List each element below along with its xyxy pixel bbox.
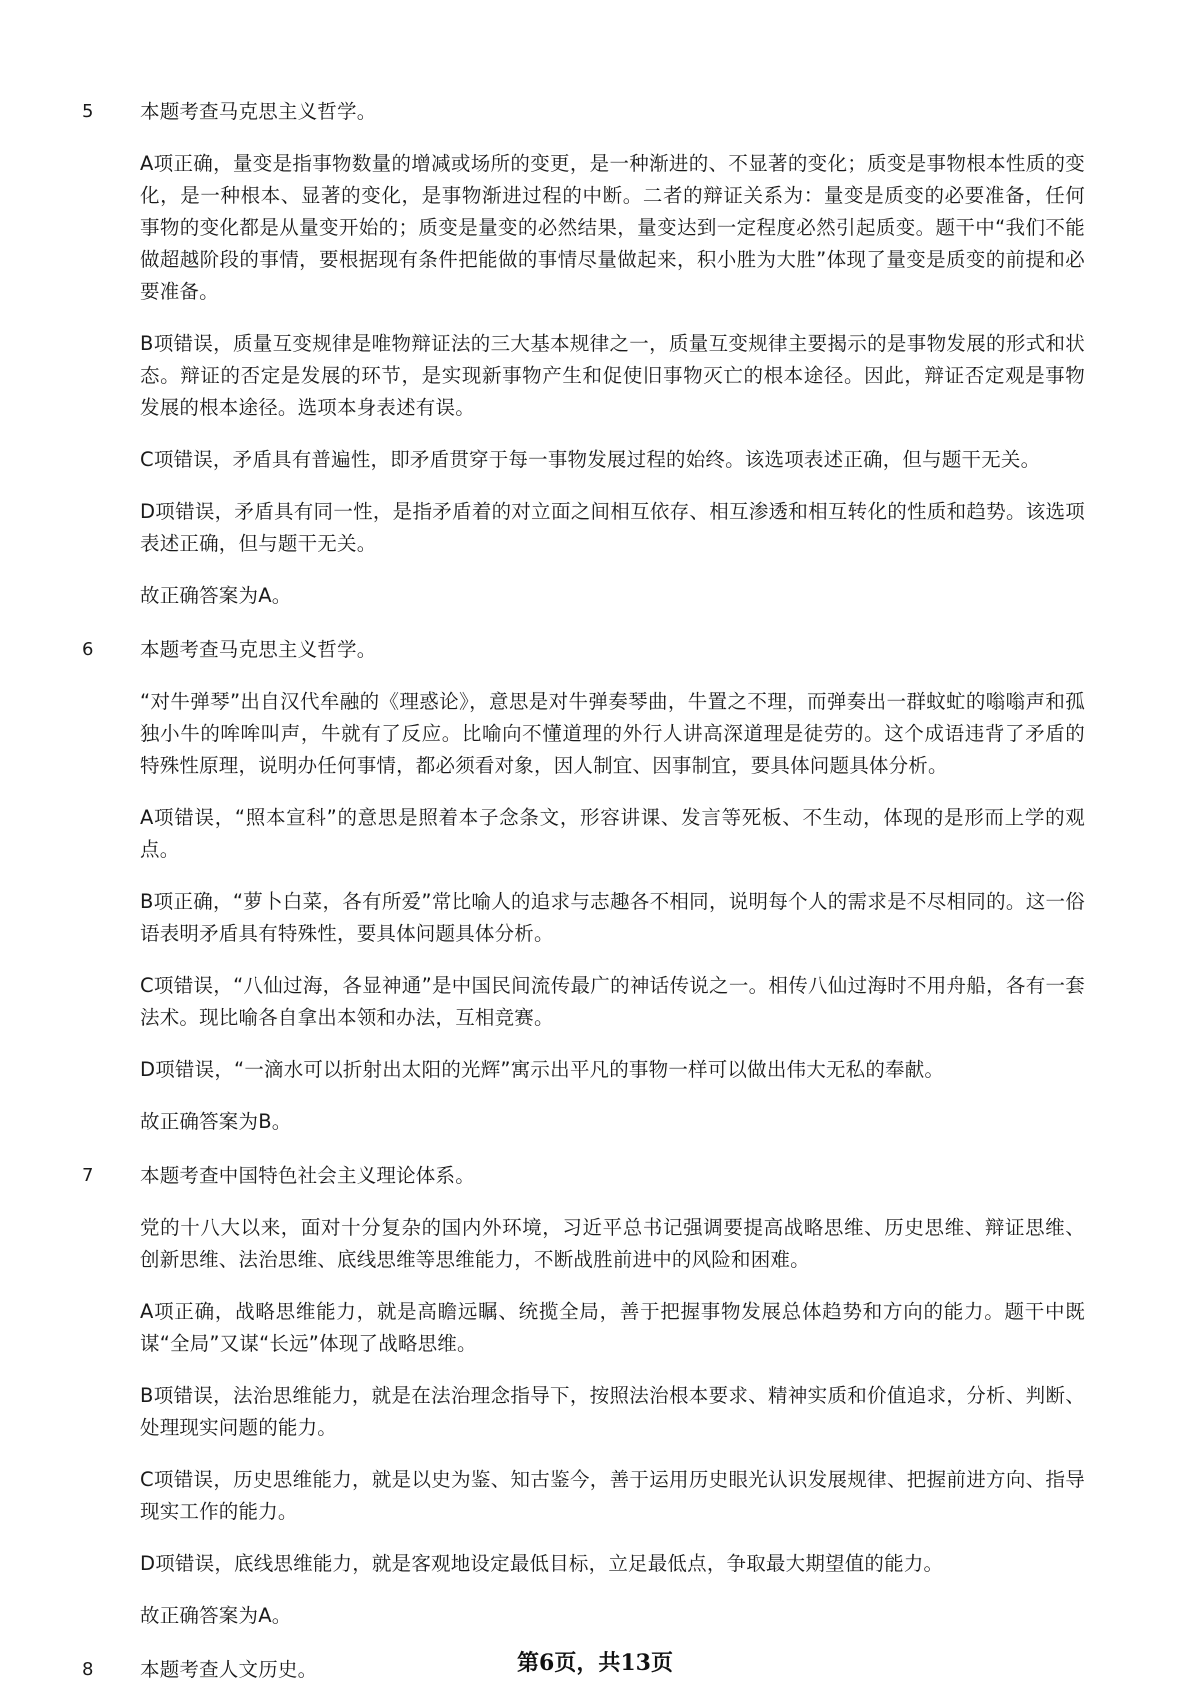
question-topic: 本题考查马克思主义哲学。	[140, 638, 377, 661]
question-number: 6	[82, 639, 94, 660]
question-topic: 本题考查马克思主义哲学。	[140, 100, 377, 123]
question-5	[0, 96, 1190, 612]
question-number: 5	[82, 101, 94, 122]
answer-line: 故正确答案为A。	[140, 1604, 292, 1627]
explanation-paragraph: A项错误，“照本宣科”的意思是照着本子念条文，形容讲课、发言等死板、不生动，体现的是形而上学的观点。	[140, 806, 1085, 861]
question-6	[0, 634, 1190, 1138]
explanation-paragraph: C项错误，“八仙过海，各显神通”是中国民间流传最广的神话传说之一。相传八仙过海时不用舟船，各有一套法术。现比喻各自拿出本领和办法，互相竞赛。	[140, 974, 1085, 1029]
explanation-paragraph: C项错误，历史思维能力，就是以史为鉴、知古鉴今，善于运用历史眼光认识发展规律、把握前进方向、指导现实工作的能力。	[140, 1468, 1085, 1523]
explanation-paragraph: “对牛弹琴”出自汉代牟融的《理惑论》，意思是对牛弹奏琴曲，牛置之不理，而弹奏出一群蚊虻的嗡嗡声和孤独小牛的哞哞叫声，牛就有了反应。比喻向不懂道理的外行人讲高深道理是徒劳的。这个成语违背了矛盾的特殊性原理，说明办任何事情，都必须看对象，因人制宜、因事制宜，要具体问题具体分析。	[140, 690, 1085, 777]
explanation-paragraph: A项正确，战略思维能力，就是高瞻远瞩、统揽全局，善于把握事物发展总体趋势和方向的能力。题干中既谋“全局”又谋“长远”体现了战略思维。	[140, 1300, 1085, 1355]
explanation-paragraph: B项错误，质量互变规律是唯物辩证法的三大基本规律之一，质量互变规律主要揭示的是事物发展的形式和状态。辩证的否定是发展的环节，是实现新事物产生和促使旧事物灭亡的根本途径。因此，辩证否定观是事物发展的根本途径。选项本身表述有误。	[140, 332, 1085, 419]
explanation-paragraph: A项正确，量变是指事物数量的增减或场所的变更，是一种渐进的、不显著的变化；质变是事物根本性质的变化，是一种根本、显著的变化，是事物渐进过程的中断。二者的辩证关系为：量变是质变的必要准备，任何事物的变化都是从量变开始的；质变是量变的必然结果，量变达到一定程度必然引起质变。题干中“我们不能做超越阶段的事情，要根据现有条件把能做的事情尽量做起来，积小胜为大胜”体现了量变是质变的前提和必要准备。	[140, 152, 1085, 303]
question-number: 8	[82, 1659, 94, 1680]
document-body	[0, 96, 1190, 1686]
explanation-paragraph: D项错误，底线思维能力，就是客观地设定最低目标，立足最低点，争取最大期望值的能力。	[140, 1552, 944, 1575]
explanation-paragraph: C项错误，矛盾具有普遍性，即矛盾贯穿于每一事物发展过程的始终。该选项表述正确，但与题干无关。	[140, 448, 1041, 471]
explanation-paragraph: D项错误，矛盾具有同一性，是指矛盾着的对立面之间相互依存、相互渗透和相互转化的性质和趋势。该选项表述正确，但与题干无关。	[140, 500, 1085, 555]
question-number: 7	[82, 1165, 94, 1186]
question-7	[0, 1160, 1190, 1632]
explanation-paragraph: B项正确，“萝卜白菜，各有所爱”常比喻人的追求与志趣各不相同，说明每个人的需求是不尽相同的。这一俗语表明矛盾具有特殊性，要具体问题具体分析。	[140, 890, 1085, 945]
explanation-paragraph: B项错误，法治思维能力，就是在法治理念指导下，按照法治根本要求、精神实质和价值追求，分析、判断、处理现实问题的能力。	[140, 1384, 1085, 1439]
page-footer: 第6页，共13页	[517, 1650, 673, 1676]
explanation-paragraph: 党的十八大以来，面对十分复杂的国内外环境，习近平总书记强调要提高战略思维、历史思维、辩证思维、创新思维、法治思维、底线思维等思维能力，不断战胜前进中的风险和困难。	[140, 1216, 1085, 1271]
answer-line: 故正确答案为A。	[140, 584, 292, 607]
explanation-paragraph: D项错误，“一滴水可以折射出太阳的光辉”寓示出平凡的事物一样可以做出伟大无私的奉献。	[140, 1058, 945, 1081]
question-topic: 本题考查人文历史。	[140, 1658, 318, 1681]
answer-line: 故正确答案为B。	[140, 1110, 292, 1133]
question-topic: 本题考查中国特色社会主义理论体系。	[140, 1164, 475, 1187]
